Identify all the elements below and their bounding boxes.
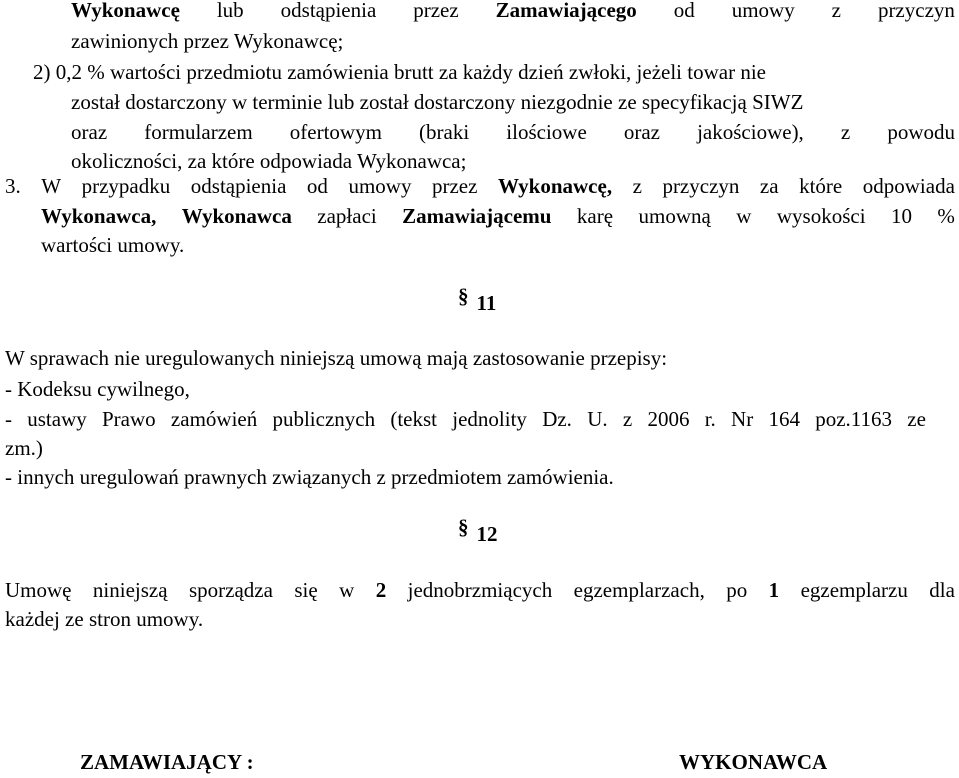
word: 3. (5, 174, 21, 198)
word: ofertowym (289, 120, 382, 144)
word: przez (431, 174, 478, 198)
word: przyczyn (662, 174, 740, 198)
word: odpowiada (862, 174, 955, 198)
word: przez (413, 0, 459, 22)
word: oraz (623, 120, 660, 144)
section-number: 12 (476, 522, 498, 546)
word: przypadku (81, 174, 171, 198)
word: Wykonawca, (41, 204, 157, 228)
word: formularzem (144, 120, 253, 144)
word: - (5, 407, 12, 431)
line-text: - innych uregulowań prawnych związanych z przedmiotem zamówienia. (5, 465, 614, 489)
word: jednobrzmiących (407, 578, 553, 602)
word: odstąpienia (190, 174, 287, 198)
word: wysokości (776, 204, 866, 228)
paragraph-line (71, 0, 955, 24)
word: U. (587, 407, 608, 431)
word: jednolity (452, 407, 527, 431)
word: zapłaci (317, 204, 377, 228)
word: Zamawiającemu (402, 204, 552, 228)
word: od (306, 174, 328, 198)
word: ilościowe (506, 120, 587, 144)
word: dla (929, 578, 955, 602)
word: jakościowe), (697, 120, 804, 144)
word: 2006 (647, 407, 690, 431)
paragraph-line (41, 231, 184, 259)
word: 1 (768, 578, 780, 602)
word: niniejszą (92, 578, 168, 602)
word: z (632, 174, 642, 198)
paragraph-line (5, 344, 667, 372)
signature-label-contractor (679, 748, 827, 776)
line-text: wartości umowy. (41, 233, 185, 257)
word: Wykonawcę, (497, 174, 613, 198)
word: Prawo (102, 407, 156, 431)
paragraph-line (71, 118, 955, 146)
word: poz.1163 (815, 407, 892, 431)
word: z (840, 120, 851, 144)
word: które (799, 174, 843, 198)
line-text: WYKONAWCA (679, 750, 828, 774)
word: w (736, 204, 752, 228)
paragraph-line (5, 576, 955, 604)
paragraph-line (5, 605, 203, 633)
line-text: - Kodeksu cywilnego, (5, 377, 190, 401)
word: 10 (890, 204, 912, 228)
paragraph-symbol: § (458, 284, 469, 308)
line-text: W sprawach nie uregulowanych niniejszą umową mają zastosowanie przepisy: (5, 346, 668, 370)
word: ustawy (27, 407, 87, 431)
word: sporządza (188, 578, 273, 602)
word: Wykonawca (181, 204, 292, 228)
word: r. (704, 407, 716, 431)
paragraph-line (5, 434, 43, 462)
word: Umowę (5, 578, 72, 602)
word: powodu (887, 120, 955, 144)
line-text: ZAMAWIAJĄCY : (80, 750, 254, 774)
word: lub (216, 0, 244, 22)
paragraph-line (5, 172, 955, 200)
word: przyczyn (877, 0, 955, 22)
word: umowy (731, 0, 795, 22)
word: Wykonawcę (71, 0, 180, 22)
word: % (937, 204, 955, 228)
word: oraz (71, 120, 108, 144)
word: egzemplarzu (800, 578, 908, 602)
paragraph-line (5, 405, 926, 433)
line-text: zawinionych przez Wykonawcę; (71, 29, 344, 53)
word: z (622, 407, 633, 431)
line-text: okoliczności, za które odpowiada Wykonawca; (71, 149, 467, 173)
paragraph-line (71, 88, 803, 116)
word: odstąpienia (280, 0, 377, 22)
line-text: został dostarczony w terminie lub został dostarczony niezgodnie ze specyfikacją SIWZ (71, 90, 804, 114)
word: z (831, 0, 841, 22)
section-heading-12 (458, 515, 498, 548)
word: 2 (375, 578, 387, 602)
word: umowną (638, 204, 711, 228)
word: po (726, 578, 748, 602)
paragraph-line (71, 27, 343, 55)
word: egzemplarzach, (573, 578, 705, 602)
line-text: 2) 0,2 % wartości przedmiotu zamówienia brutt za każdy dzień zwłoki, jeżeli towar nie (33, 60, 766, 84)
word: (tekst (390, 407, 438, 431)
paragraph-line (33, 58, 766, 86)
word: karę (576, 204, 614, 228)
paragraph-symbol: § (458, 515, 469, 539)
word: ze (907, 407, 926, 431)
word: w (339, 578, 355, 602)
word: się (294, 578, 318, 602)
word: 164 (768, 407, 800, 431)
word: publicznych (272, 407, 376, 431)
section-number: 11 (476, 291, 497, 315)
word: Zamawiającego (495, 0, 637, 22)
word: za (759, 174, 779, 198)
line-text: zm.) (5, 436, 43, 460)
paragraph-line (5, 463, 614, 491)
word: Dz. (542, 407, 572, 431)
paragraph-line (71, 147, 466, 175)
word: zamówień (170, 407, 258, 431)
signature-label-orderer (80, 748, 254, 776)
word: (braki (419, 120, 470, 144)
section-heading-11 (458, 284, 497, 317)
word: W (41, 174, 62, 198)
word: Nr (731, 407, 754, 431)
paragraph-line (41, 202, 955, 230)
line-text: każdej ze stron umowy. (5, 607, 204, 631)
word: umowy (348, 174, 412, 198)
word: od (673, 0, 695, 22)
paragraph-line (5, 375, 190, 403)
